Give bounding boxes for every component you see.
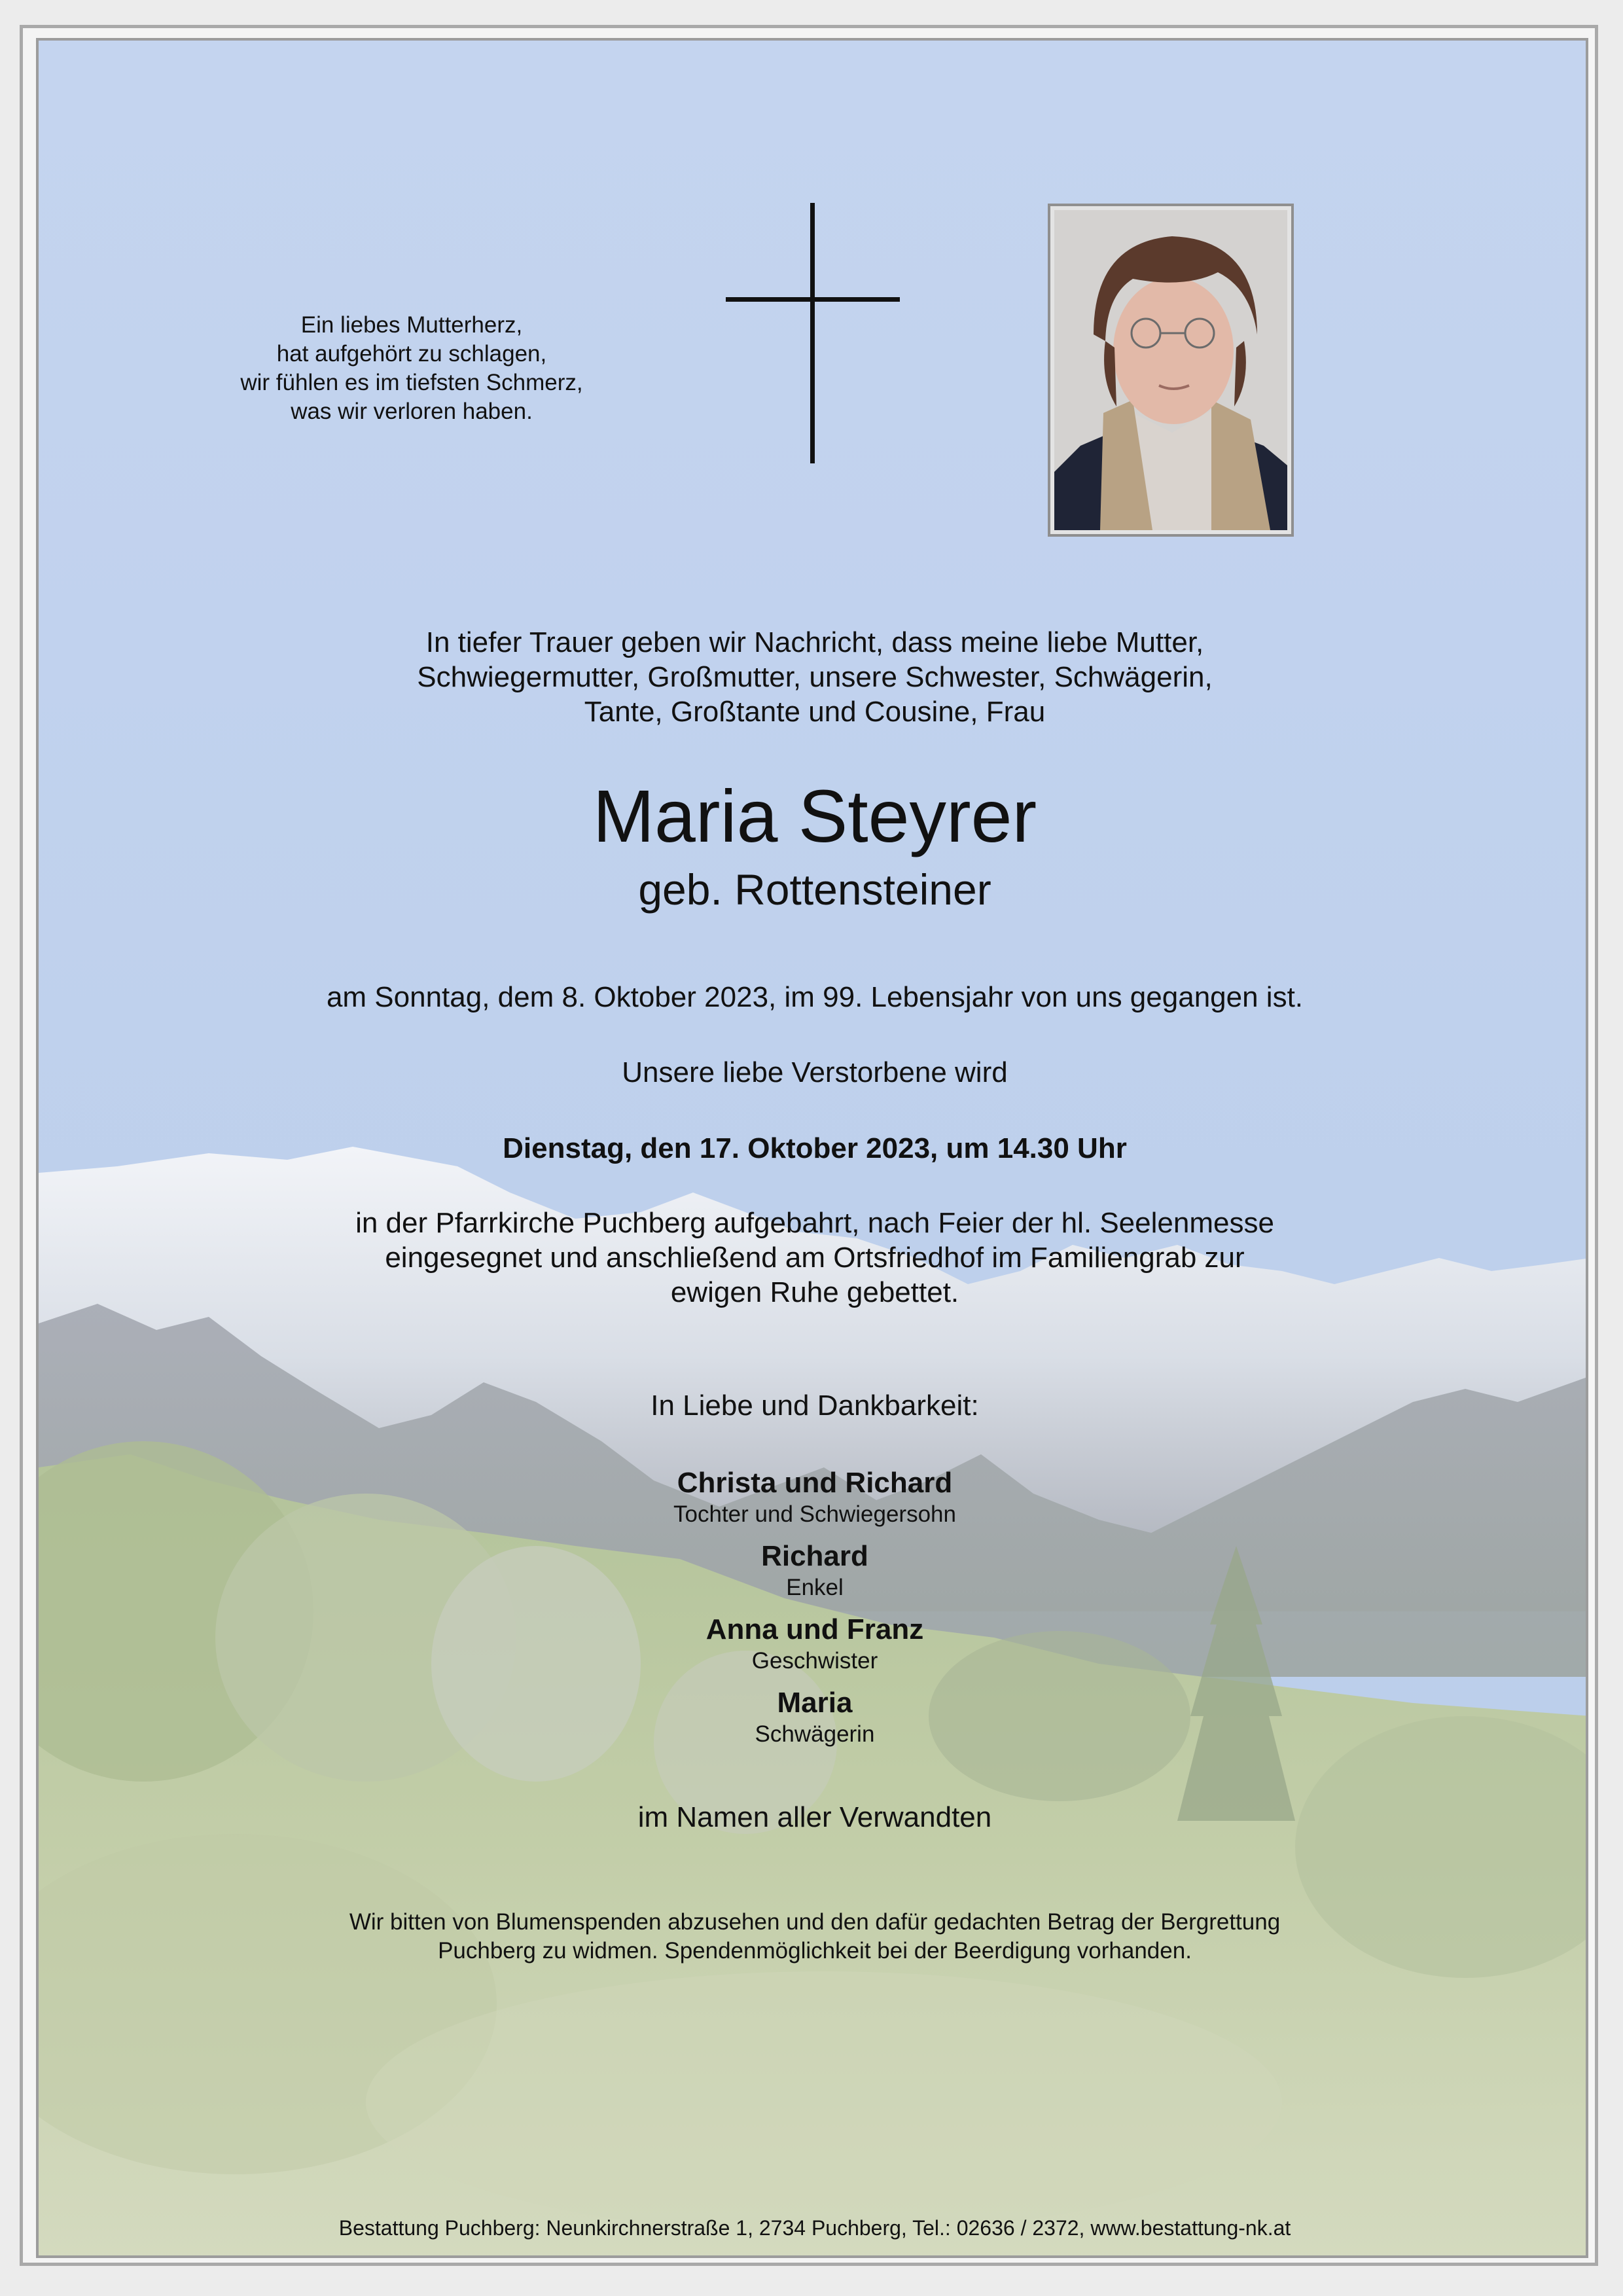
cross-icon	[726, 203, 902, 465]
mourners-list	[39, 1465, 1588, 1759]
funeral-date: Dienstag, den 17. Oktober 2023, um 14.30 Uhr	[503, 1132, 1127, 1164]
mourner-entry	[39, 1465, 1588, 1528]
death-notice: am Sonntag, dem 8. Oktober 2023, im 99. Lebensjahr von uns gegangen ist.	[326, 981, 1304, 1013]
obituary-card	[36, 38, 1588, 2258]
donation-line: Puchberg zu widmen. Spendenmöglichkeit bei der Beerdigung vorhanden.	[438, 1938, 1192, 1964]
intro-line: Schwiegermutter, Großmutter, unsere Schwester, Schwägerin,	[417, 661, 1213, 693]
donation-line: Wir bitten von Blumenspenden abzusehen und den dafür gedachten Betrag der Bergrettung	[349, 1909, 1281, 1935]
poem-line: was wir verloren haben.	[291, 399, 533, 424]
mourner-entry	[39, 1539, 1588, 1602]
portrait-photo	[1048, 204, 1294, 537]
poem-line: wir fühlen es im tiefsten Schmerz,	[240, 370, 583, 395]
mourner-relation: Tochter und Schwiegersohn	[673, 1501, 956, 1527]
mourner-relation: Schwägerin	[755, 1721, 875, 1747]
mourner-relation: Geschwister	[751, 1648, 878, 1674]
portrait-image	[1054, 210, 1287, 530]
maiden-name: geb. Rottensteiner	[638, 865, 991, 914]
intro-text	[39, 625, 1588, 729]
ceremony-line: in der Pfarrkirche Puchberg aufgebahrt, nach Feier der hl. Seelenmesse	[355, 1207, 1274, 1239]
family-note: im Namen aller Verwandten	[637, 1801, 992, 1833]
mourner-entry	[39, 1612, 1588, 1675]
donation-note	[39, 1908, 1588, 1965]
mourner-name: Christa und Richard	[677, 1467, 953, 1499]
ceremony-line: eingesegnet und anschließend am Ortsfriedhof im Familiengrab zur	[385, 1242, 1245, 1274]
intro-line: In tiefer Trauer geben wir Nachricht, dass meine liebe Mutter,	[425, 626, 1204, 658]
memorial-poem	[202, 311, 621, 426]
mourner-name: Maria	[777, 1687, 853, 1719]
deceased-name: Maria Steyrer	[592, 775, 1037, 857]
funeral-home-footer: Bestattung Puchberg: Neunkirchnerstraße 1, 2734 Puchberg, Tel.: 02636 / 2372, www.bestattung-nk.at	[338, 2216, 1291, 2240]
mourner-relation: Enkel	[786, 1575, 844, 1600]
poem-line: Ein liebes Mutterherz,	[300, 312, 523, 338]
mourner-name: Richard	[761, 1540, 868, 1572]
viewing-intro: Unsere liebe Verstorbene wird	[622, 1056, 1008, 1088]
intro-line: Tante, Großtante und Cousine, Frau	[584, 696, 1046, 728]
poem-line: hat aufgehört zu schlagen,	[276, 341, 547, 367]
mourner-entry	[39, 1685, 1588, 1748]
mourner-name: Anna und Franz	[705, 1613, 924, 1645]
thanks-heading: In Liebe und Dankbarkeit:	[651, 1390, 979, 1422]
ceremony-text	[39, 1206, 1588, 1310]
ceremony-line: ewigen Ruhe gebettet.	[670, 1276, 959, 1308]
